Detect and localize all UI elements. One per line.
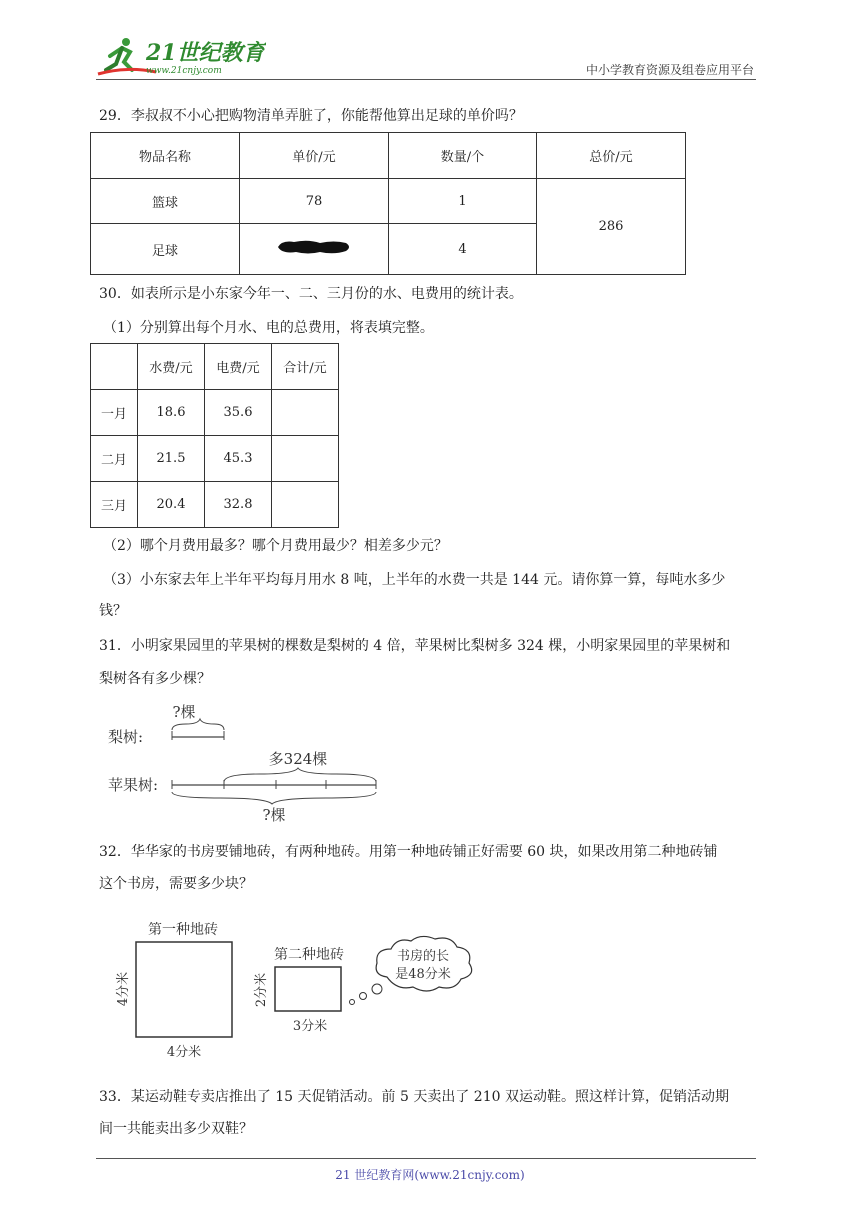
row-football-qty: 4 [389,224,537,275]
header-blank [91,344,138,390]
question-32-line1: 32．华华家的书房要铺地砖，有两种地砖。用第一种地砖铺正好需要 60 块，如果改用第二种地砖铺 [99,844,718,860]
elec-feb: 45.3 [205,436,272,482]
month-feb: 二月 [91,436,138,482]
apple-brace [172,792,376,804]
tile2-side-label: 2分米 [254,972,269,1008]
more-brace [224,768,376,782]
row-basketball-name: 篮球 [91,179,240,224]
month-jan: 一月 [91,390,138,436]
utility-cost-table [90,343,339,528]
tile1-bottom-label: 4分米 [166,1045,202,1060]
pear-question-label: ?棵 [172,703,196,721]
cloud-text-line1: 书房的长 [396,949,450,964]
tile2-bottom-label: 3分米 [292,1019,328,1034]
water-feb: 21.5 [138,436,205,482]
apple-question-label: ?棵 [262,806,286,824]
header-quantity: 数量/个 [389,133,537,179]
question-32-line2: 这个书房，需要多少块？ [99,876,253,892]
tile1-title: 第一种地砖 [148,922,218,938]
row-basketball-price: 78 [240,179,389,224]
header-unit-price: 单价/元 [240,133,389,179]
question-33-line2: 间一共能卖出多少双鞋？ [99,1121,253,1137]
total-price-cell: 286 [537,179,686,275]
question-30-part3-line1: （3）小东家去年上半年平均每月用水 8 吨，上半年的水费一共是 144 元。请你算一算，每吨水多少 [103,572,726,588]
apple-label: 苹果树: [108,776,159,794]
header-water: 水费/元 [138,344,205,390]
question-30-text: 30．如表所示是小东家今年一、二、三月份的水、电费用的统计表。 [99,286,523,302]
header-total-price: 总价/元 [537,133,686,179]
water-jan: 18.6 [138,390,205,436]
pear-label: 梨树: [108,728,144,746]
tile2-rect [275,967,341,1011]
question-30-part1: （1）分别算出每个月水、电的总费用，将表填完整。 [103,320,434,336]
footer-text[interactable]: 21 世纪教育网(www.21cnjy.com) [335,1168,525,1182]
tile2-title: 第二种地砖 [274,947,344,963]
row-football-price-smudge [240,224,389,275]
row-football-name: 足球 [91,224,240,275]
logo-url: www.21cnjy.com [146,66,222,76]
water-mar: 20.4 [138,482,205,528]
header-electric: 电费/元 [205,344,272,390]
question-30-part2: （2）哪个月费用最多？哪个月费用最少？相差多少元？ [103,538,448,554]
logo-text: 21世纪教育 [146,40,265,66]
sum-mar [272,482,339,528]
site-logo [96,36,266,80]
floor-tiles-diagram [105,915,495,1065]
more-label: 多324棵 [268,750,328,768]
thought-dot-medium [360,993,367,1000]
sum-jan [272,390,339,436]
elec-jan: 35.6 [205,390,272,436]
thought-dot-small [350,1000,355,1005]
tile1-square [136,942,232,1037]
header-sum: 合计/元 [272,344,339,390]
tile1-side-label: 4分米 [116,971,131,1007]
header-item-name: 物品名称 [91,133,240,179]
shopping-list-table [90,132,686,275]
header-platform-text: 中小学教育资源及组卷应用平台 [585,63,754,77]
month-mar: 三月 [91,482,138,528]
question-30-part3-line2: 钱？ [99,603,127,619]
question-33-line1: 33．某运动鞋专卖店推出了 15 天促销活动。前 5 天卖出了 210 双运动鞋。照这样计算，促销活动期 [99,1089,729,1105]
question-31-line1: 31．小明家果园里的苹果树的棵数是梨树的 4 倍，苹果树比梨树多 324 棵，小明家果园里的苹果树和 [99,638,731,654]
row-basketball-qty: 1 [389,179,537,224]
ink-smudge-icon [274,237,354,257]
sum-feb [272,436,339,482]
question-29-text: 29．李叔叔不小心把购物清单弄脏了，你能帮他算出足球的单价吗？ [99,108,523,124]
tree-line-diagram [100,700,390,825]
elec-mar: 32.8 [205,482,272,528]
question-31-line2: 梨树各有多少棵？ [99,671,211,687]
footer-divider [96,1158,756,1159]
thought-dot-large [372,984,382,994]
cloud-text-line2: 是48分米 [395,967,451,982]
header-divider [96,79,756,80]
